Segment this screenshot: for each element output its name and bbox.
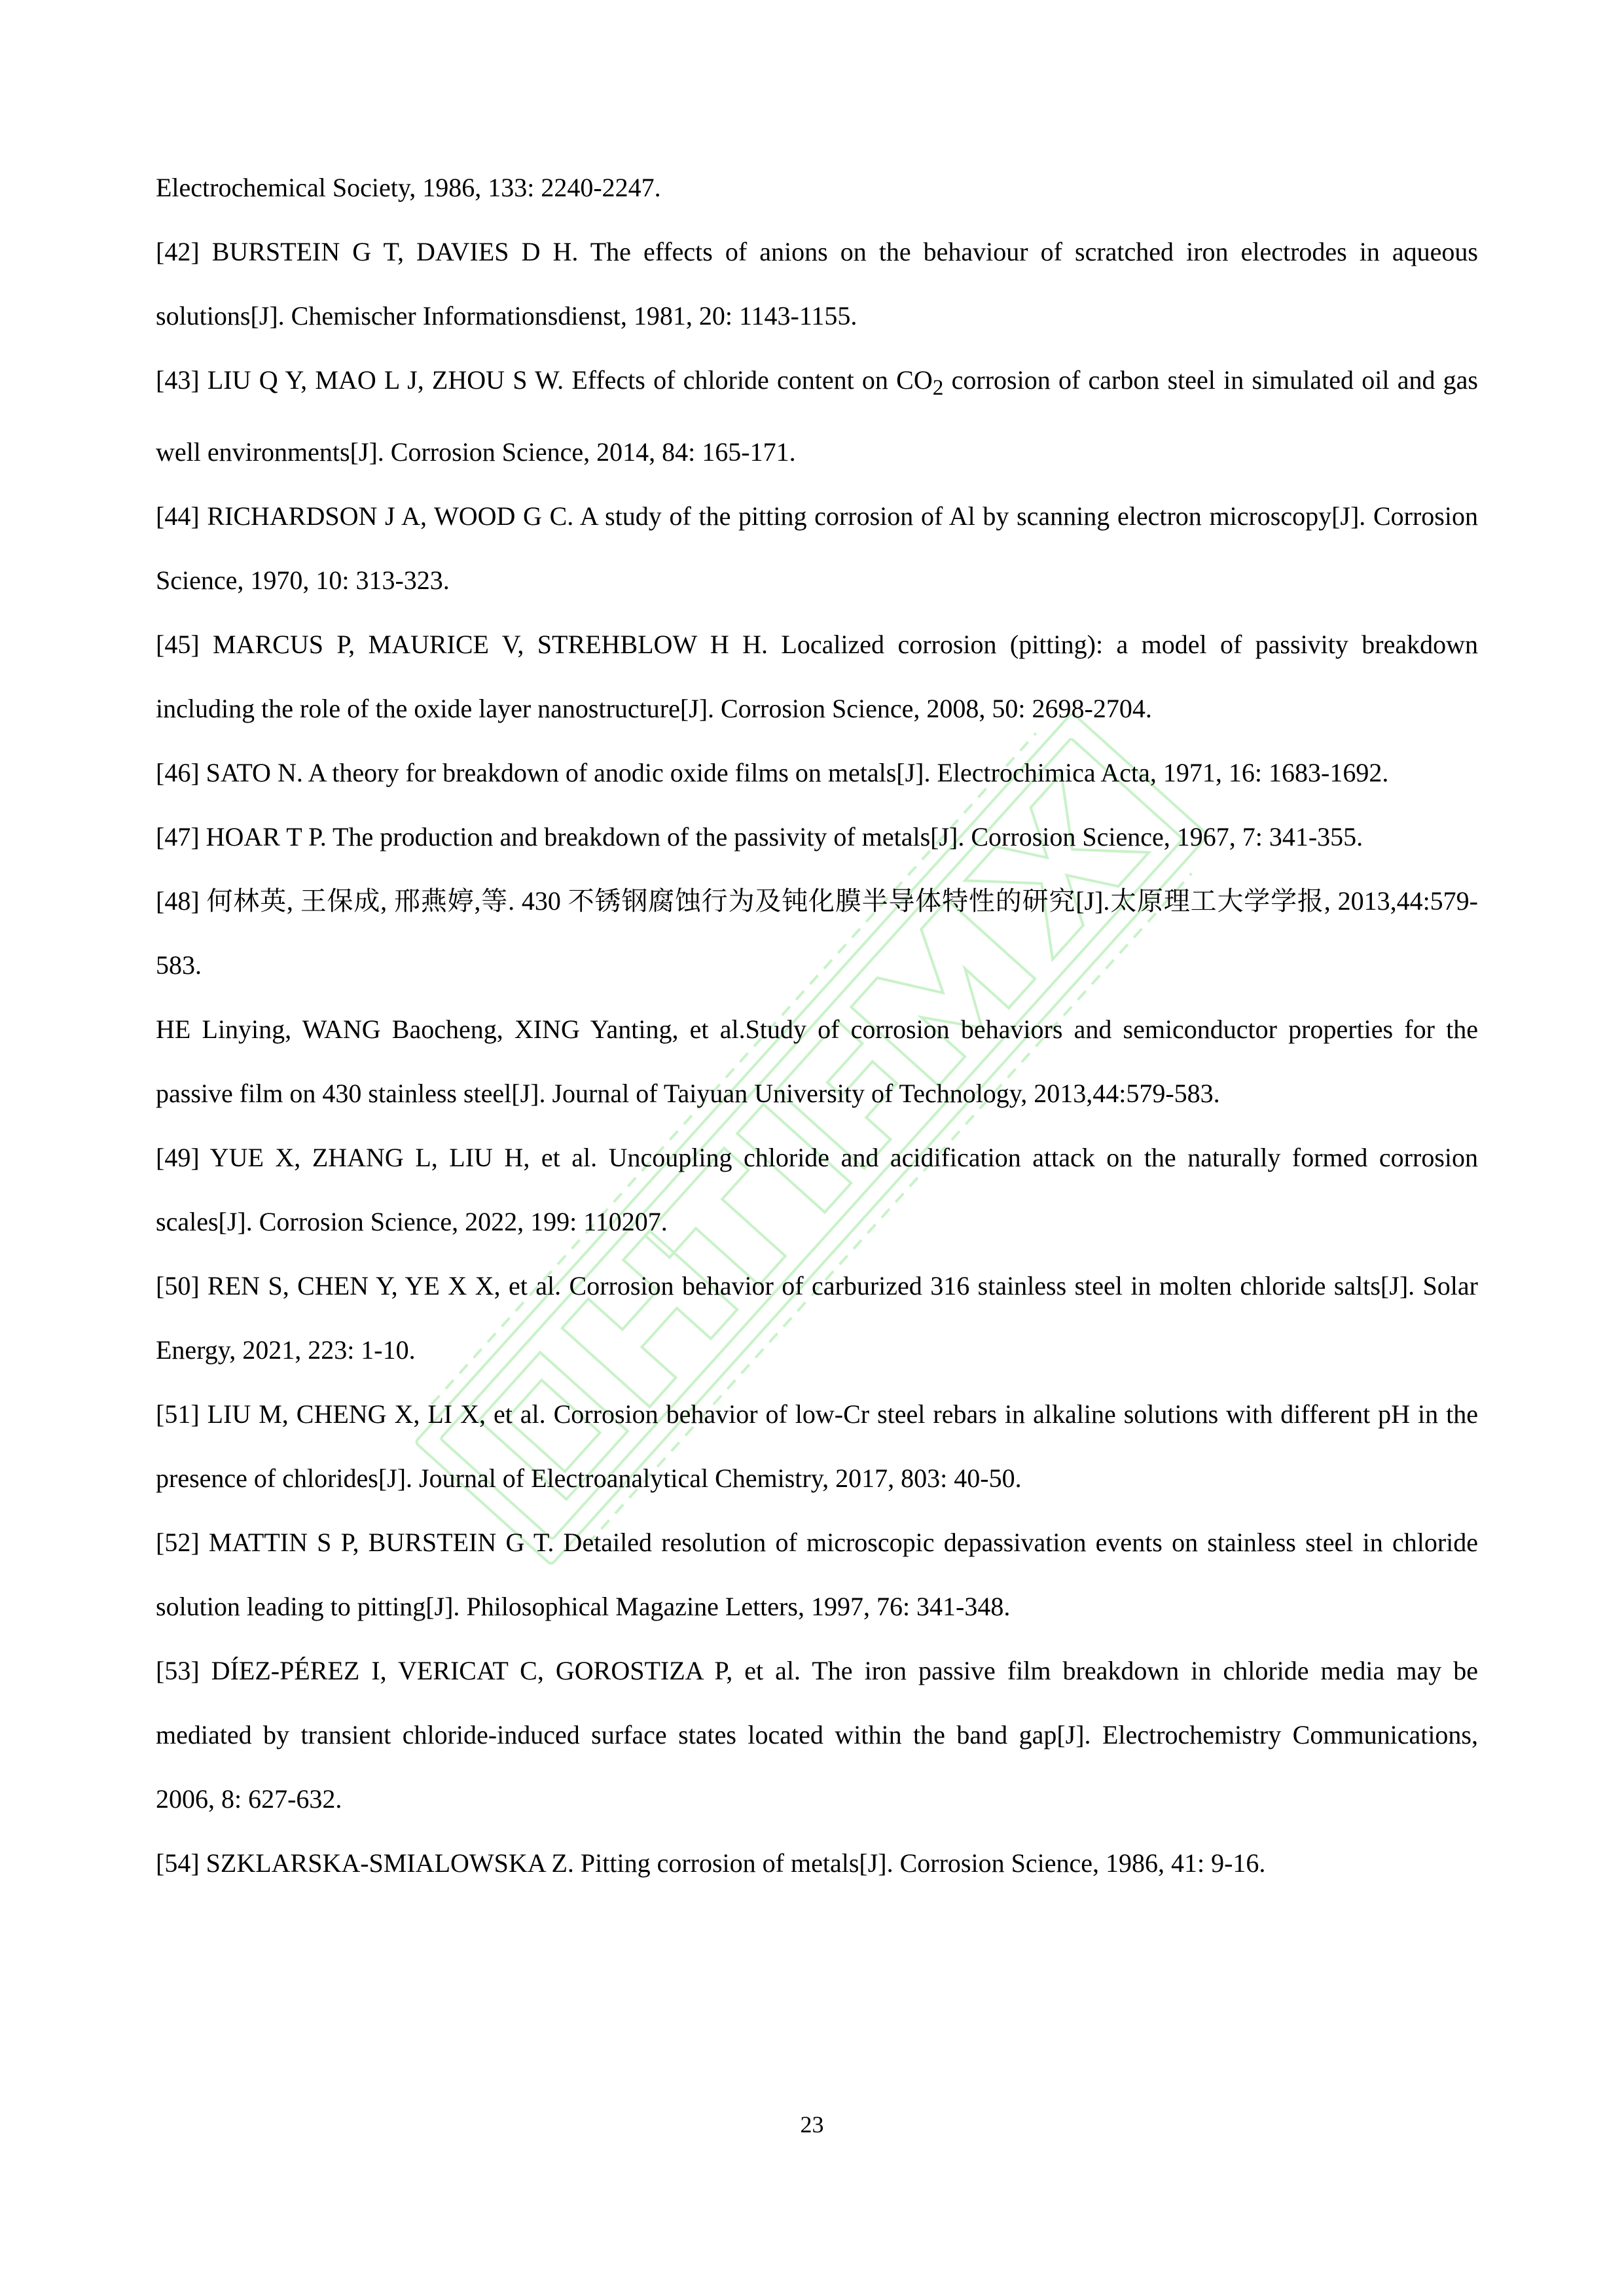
reference-item-48-english: HE Linying, WANG Baocheng, XING Yanting, et al.Study of corrosion behaviors and semiconductor properties for the passive film on 430 stainless steel[J]. Journal of Taiyuan University of Technology, 2013,44:579-583. bbox=[156, 1014, 1478, 1108]
reference-item-48: [48] 何林英, 王保成, 邢燕婷,等. 430 不锈钢腐蚀行为及钝化膜半导体特性的研究[J].太原理工大学学报, 2013,44:579-583. bbox=[156, 886, 1478, 980]
reference-text: [43] LIU Q Y, MAO L J, ZHOU S W. Effects of chloride content on CO bbox=[156, 365, 933, 395]
page-number: 23 bbox=[800, 2111, 824, 2138]
reference-text: corrosion of carbon steel in simulated oil and gas well environments[J]. Corrosion Science, 2014, 84: 165-171. bbox=[156, 365, 1478, 467]
reference-item-51: [51] LIU M, CHENG X, LI X, et al. Corrosion behavior of low-Cr steel rebars in alkaline solutions with different pH in the presence of chlorides[J]. Journal of Electroanalytical Chemistry, 2017, 803: 40-50. bbox=[156, 1399, 1478, 1493]
reference-item-52: [52] MATTIN S P, BURSTEIN G T. Detailed resolution of microscopic depassivation events on stainless steel in chloride solution leading to pitting[J]. Philosophical Magazine Letters, 1997, 76: 341-348. bbox=[156, 1528, 1478, 1621]
reference-item-46: [46] SATO N. A theory for breakdown of anodic oxide films on metals[J]. Electrochimica Acta, 1971, 16: 1683-1692. bbox=[156, 758, 1389, 787]
reference-item-49: [49] YUE X, ZHANG L, LIU H, et al. Uncoupling chloride and acidification attack on the naturally formed corrosion scales[J]. Corrosion Science, 2022, 199: 110207. bbox=[156, 1143, 1478, 1236]
subscript-text: 2 bbox=[932, 376, 944, 400]
reference-item-44: [44] RICHARDSON J A, WOOD G C. A study of the pitting corrosion of Al by scanning electron microscopy[J]. Corrosion Science, 1970, 10: 313-323. bbox=[156, 501, 1478, 595]
reference-item-45: [45] MARCUS P, MAURICE V, STREHBLOW H H. Localized corrosion (pitting): a model of passivity breakdown including the role of the oxide layer nanostructure[J]. Corrosion Science, 2008, 50: 2698-2704. bbox=[156, 630, 1478, 723]
reference-item-42: [42] BURSTEIN G T, DAVIES D H. The effects of anions on the behaviour of scratched iron electrodes in aqueous solutions[J]. Chemischer Informationsdienst, 1981, 20: 1143-1155. bbox=[156, 237, 1478, 331]
reference-item-54: [54] SZKLARSKA-SMIALOWSKA Z. Pitting corrosion of metals[J]. Corrosion Science, 1986, 41: 9-16. bbox=[156, 1848, 1266, 1878]
reference-item-50: [50] REN S, CHEN Y, YE X X, et al. Corrosion behavior of carburized 316 stainless steel in molten chloride salts[J]. Solar Energy, 2021, 223: 1-10. bbox=[156, 1271, 1478, 1365]
reference-item-47: [47] HOAR T P. The production and breakdown of the passivity of metals[J]. Corrosion Science, 1967, 7: 341-355. bbox=[156, 822, 1363, 852]
reference-list bbox=[156, 156, 1478, 1895]
reference-item-53: [53] DÍEZ-PÉREZ I, VERICAT C, GOROSTIZA P, et al. The iron passive film breakdown in chloride media may be mediated by transient chloride-induced surface states located within the band gap[J]. Electrochemistry Communications, 2006, 8: 627-632. bbox=[156, 1656, 1478, 1814]
reference-item-41-continued: Electrochemical Society, 1986, 133: 2240-2247. bbox=[156, 173, 661, 202]
reference-item-43 bbox=[156, 348, 1478, 484]
